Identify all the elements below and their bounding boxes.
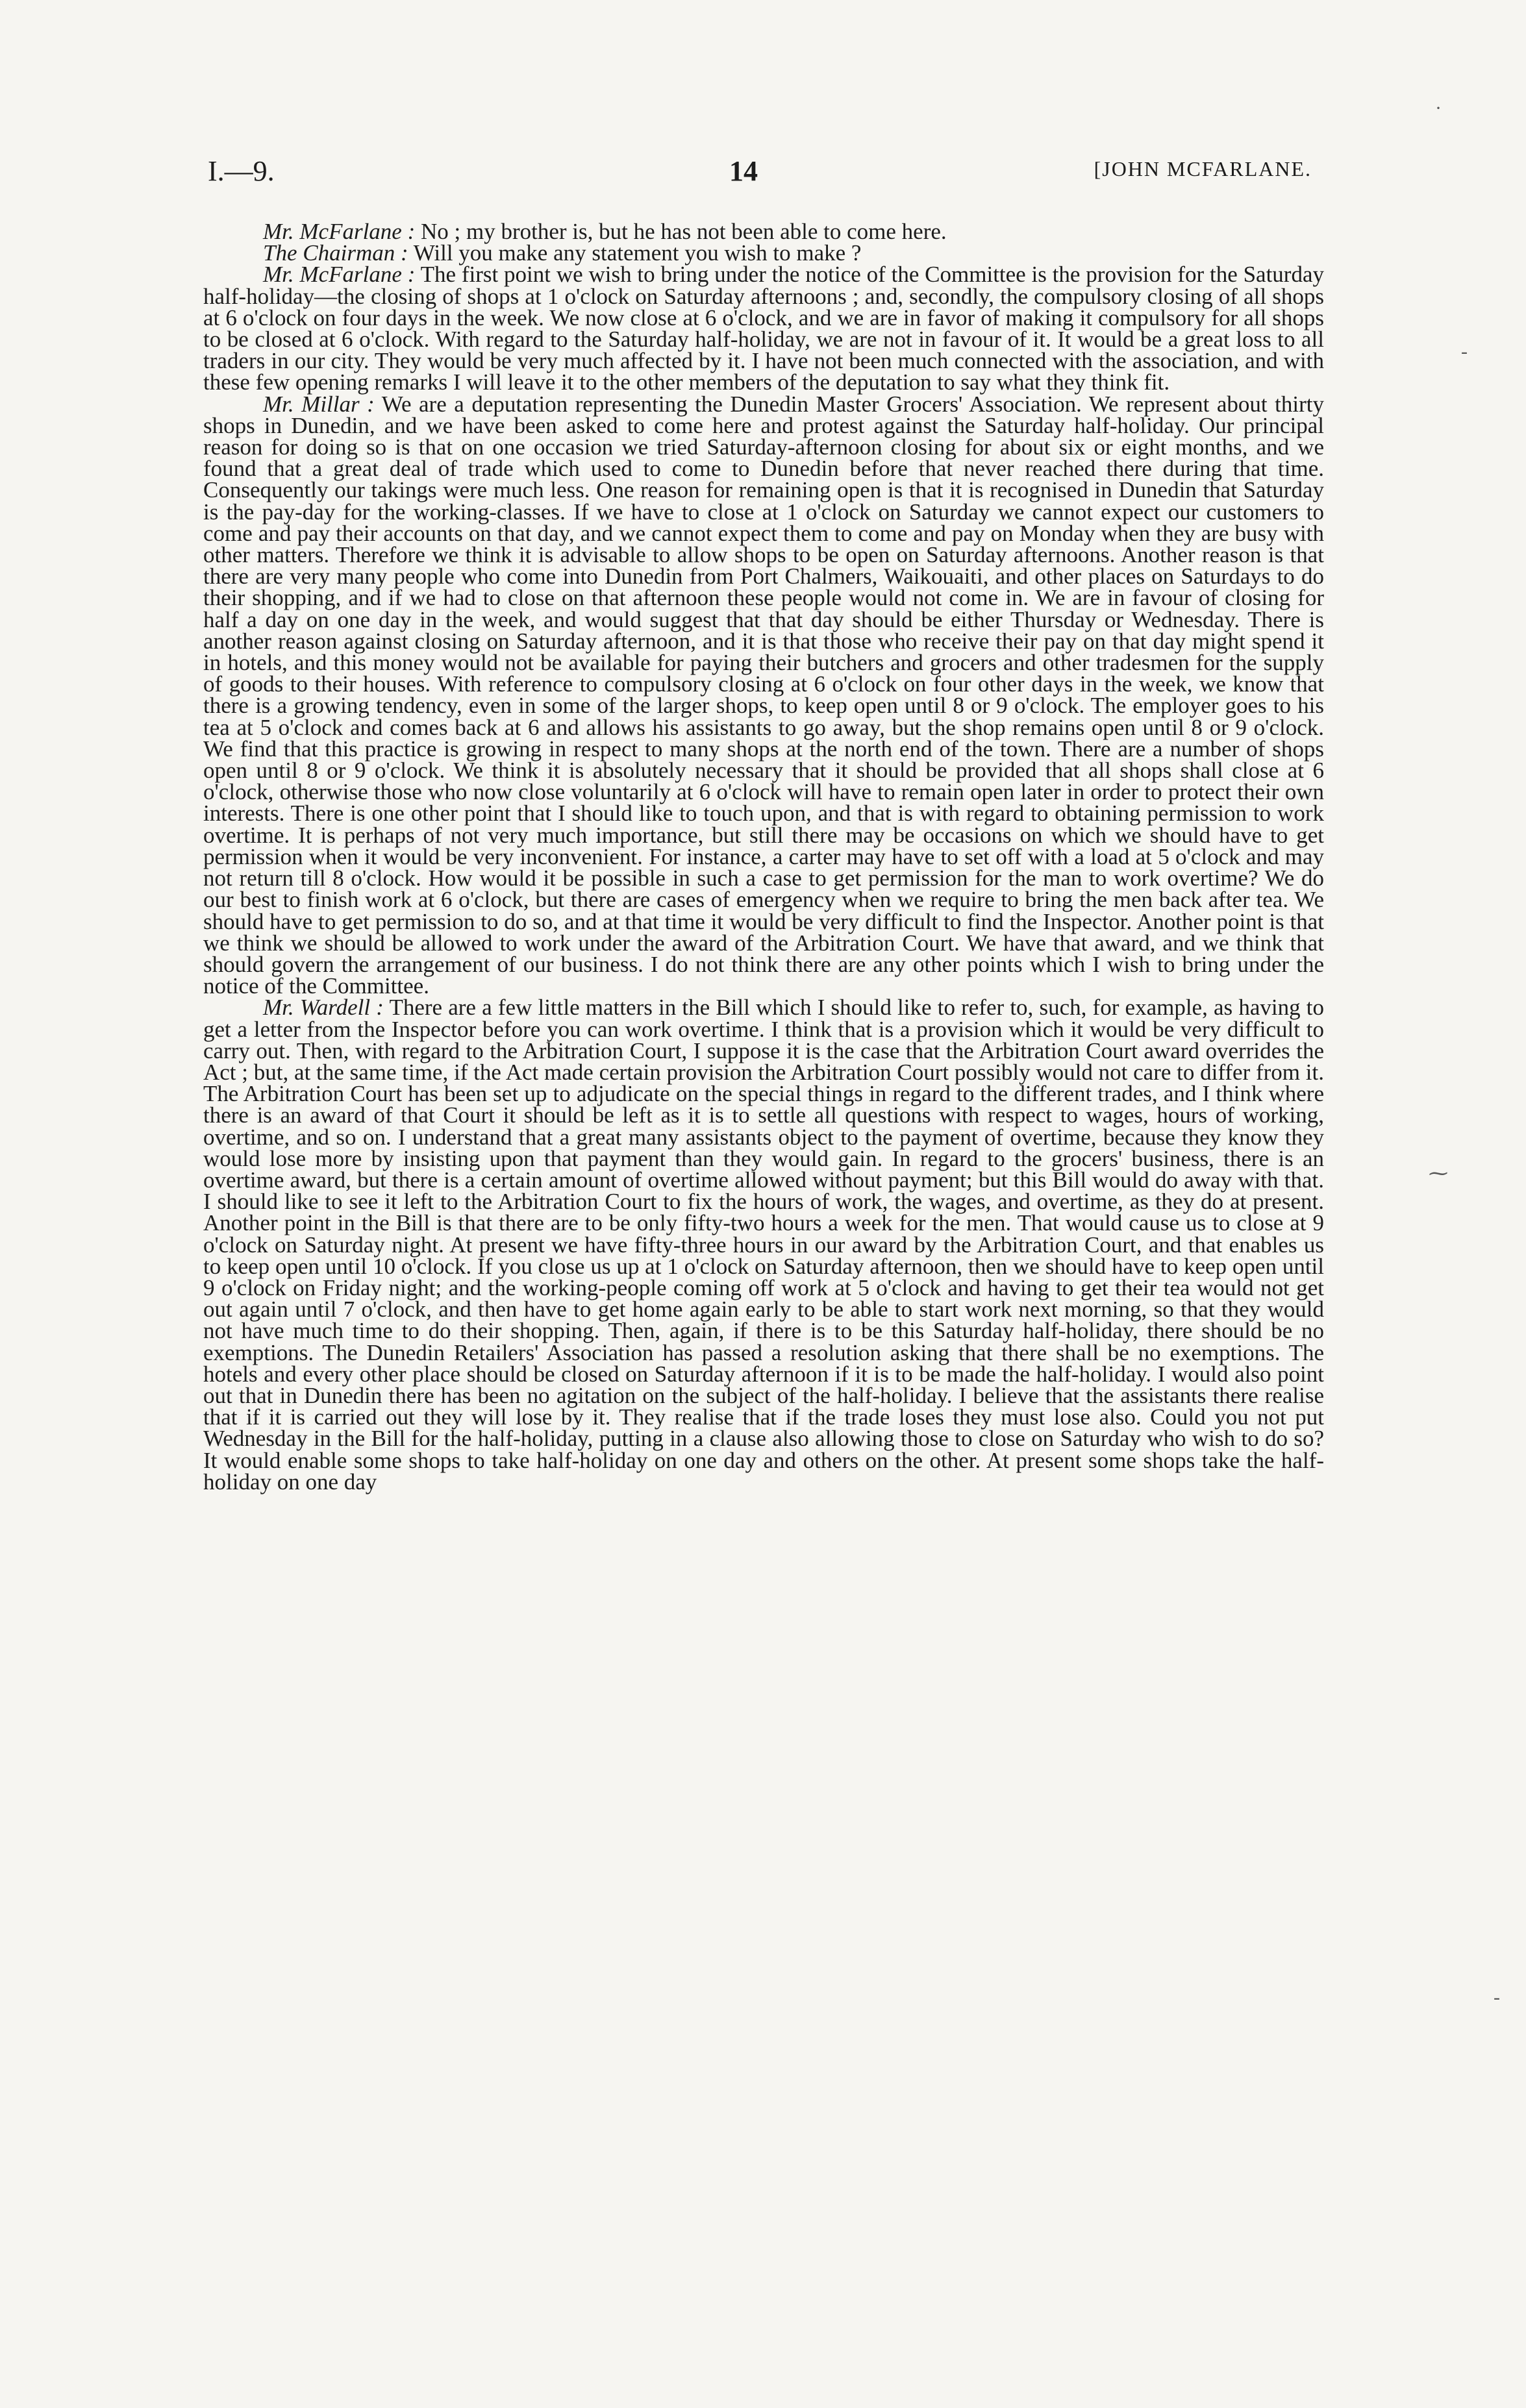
- paragraph-text: Will you make any statement you wish to make ?: [408, 240, 862, 266]
- paragraph-text: There are a few little matters in the Bill which I should like to refer to, such, for example, as having to get a letter from the Inspector before you can work overtime. I think that is a provision which it would be very difficult to carry out. Then, with regard to the Arbitration Court, I suppose it is the case that the Arbitration Court award overrides the Act ; but, at the same time, if the Act made certain provision the Arbitration Court possibly would not care to differ from it. The Arbitration Court has been set up to adjudicate on the special things in regard to the different trades, and I think where there is an award of that Court it should be left as it is to settle all questions with respect to wages, hours of working, overtime, and so on. I understand that a great many assistants object to the payment of overtime, because they know they would lose more by insisting upon that payment than they would gain. In regard to the grocers' business, there is an overtime award, but there is a certain amount of overtime allowed without payment; but this Bill would do away with that. I should like to see it left to the Arbitration Court to fix the hours of work, the wages, and overtime, as they do at present. Another point in the Bill is that there are to be only fifty-two hours a week for the men. That would cause us to close at 9 o'clock on Saturday night. At present we have fifty-three hours in our award by the Arbitration Court, and that enables us to keep open until 10 o'clock. If you close us up at 1 o'clock on Saturday afternoon, then we should have to keep open until 9 o'clock on Friday night; and the working-people coming off work at 5 o'clock and having to get their tea would not get out again until 7 o'clock, and then have to get home again early to be able to start work next morning, so that they would not have much time to do their shopping. Then, again, if there is to be this Saturday half-holiday, there should be no exemptions. The Dunedin Retailers' Association has passed a resolution asking that there shall be no exemptions. The hotels and every other place should be closed on Saturday afternoon if it is to be made the half-holiday. I would also point out that in Dunedin there has been no agitation on the subject of the half-holiday. I believe that the assistants there realise that if it is carried out they will lose by it. They realise that if the trade loses they must lose also. Could you not put Wednesday in the Bill for the half-holiday, putting in a clause also allowing those to close on Saturday who wish to do so? It would enable some shops to take half-holiday on one day and others on the other. At present some shops take the half-holiday on one day: [203, 995, 1324, 1495]
- page-number: 14: [729, 155, 758, 187]
- speaker-name: Mr. McFarlane :: [263, 219, 416, 244]
- speaker-name: Mr. Wardell :: [263, 995, 384, 1021]
- margin-speck: ‑: [1461, 341, 1468, 362]
- paragraph-2: [203, 242, 1324, 264]
- running-head: [JOHN MCFARLANE.: [1094, 157, 1312, 180]
- margin-speck: ‑: [1494, 1987, 1500, 2008]
- margin-speck: ⁓: [1429, 1163, 1448, 1184]
- margin-speck: ·: [1435, 97, 1442, 119]
- paragraph-5: [203, 997, 1324, 1493]
- paragraph-text: We are a deputation representing the Dunedin Master Grocers' Association. We represent about thirty shops in Dunedin, and we have been asked to come here and protest against the Saturday half-holiday. Our principal reason for doing so is that on one occasion we tried Saturday-afternoon closing for about six or eight months, and we found that a great deal of trade which used to come to Dunedin before that never reached there during that time. Consequently our takings were much less. One reason for remaining open is that it is recognised in Dunedin that Saturday is the pay-day for the working-classes. If we have to close at 1 o'clock on Saturday we cannot expect our customers to come and pay their accounts on that day, and we cannot expect them to come and pay on Monday when they are busy with other matters. Therefore we think it is advisable to allow shops to be open on Saturday afternoons. Another reason is that there are very many people who come into Dunedin from Port Chalmers, Waikouaiti, and other places on Saturdays to do their shopping, and if we had to close on that afternoon these people would not come in. We are in favour of closing for half a day on one day in the week, and would suggest that that day should be either Thursday or Wednesday. There is another reason against closing on Saturday afternoon, and it is that those who receive their pay on that day might spend it in hotels, and this money would not be available for paying their butchers and grocers and other tradesmen for the supply of goods to their houses. With reference to compulsory closing at 6 o'clock on four other days in the week, we know that there is a growing tendency, even in some of the larger shops, to keep open until 8 or 9 o'clock. The employer goes to his tea at 5 o'clock and comes back at 6 and allows his assistants to go away, but the shop remains open until 8 or 9 o'clock. We find that this practice is growing in respect to many shops at the north end of the town. There are a number of shops open until 8 or 9 o'clock. We think it is absolutely necessary that it should be provided that all shops shall close at 6 o'clock, otherwise those who now close voluntarily at 6 o'clock will have to remain open later in order to protect their own interests. There is one other point that I should like to touch upon, and that is with regard to obtaining permission to work overtime. It is perhaps of not very much importance, but still there may be occasions on which we should have to get permission when it would be very inconvenient. For instance, a carter may have to set off with a load at 5 o'clock and may not return till 8 o'clock. How would it be possible in such a case to get permission for the man to work overtime? We do our best to finish work at 6 o'clock, but there are cases of emergency when we require to bring the men back after tea. We should have to get permission to do so, and at that time it would be very difficult to find the Inspector. Another point is that we think we should be allowed to work under the award of the Arbitration Court. We have that award, and we think that should govern the arrangement of our business. I do not think there are any other points which I wish to bring under the notice of the Committee.: [203, 391, 1324, 999]
- paragraph-4: [203, 393, 1324, 997]
- paragraph-text: The first point we wish to bring under the notice of the Committee is the provision for the Saturday half-holiday—the closing of shops at 1 o'clock on Saturday afternoons ; and, secondly, the compulsory closing of all shops at 6 o'clock on four days in the week. We now close at 6 o'clock, and we are in favor of making it compulsory for all shops to be closed at 6 o'clock. With regard to the Saturday half-holiday, we are not in favour of it. It would be a great loss to all traders in our city. They would be very much affected by it. I have not been much connected with the association, and with these few opening remarks I will leave it to the other members of the deputation to say what they think fit.: [203, 262, 1324, 395]
- speaker-name: Mr. McFarlane :: [263, 262, 416, 288]
- speaker-name: Mr. Millar :: [263, 391, 375, 417]
- page-header: [208, 155, 1312, 200]
- paragraph-text: No ; my brother is, but he has not been able to come here.: [415, 219, 947, 244]
- document-reference: I.—9.: [208, 155, 275, 187]
- document-body: [203, 221, 1324, 1493]
- paragraph-1: [203, 221, 1324, 242]
- speaker-name: The Chairman :: [263, 240, 408, 266]
- paragraph-3: [203, 264, 1324, 393]
